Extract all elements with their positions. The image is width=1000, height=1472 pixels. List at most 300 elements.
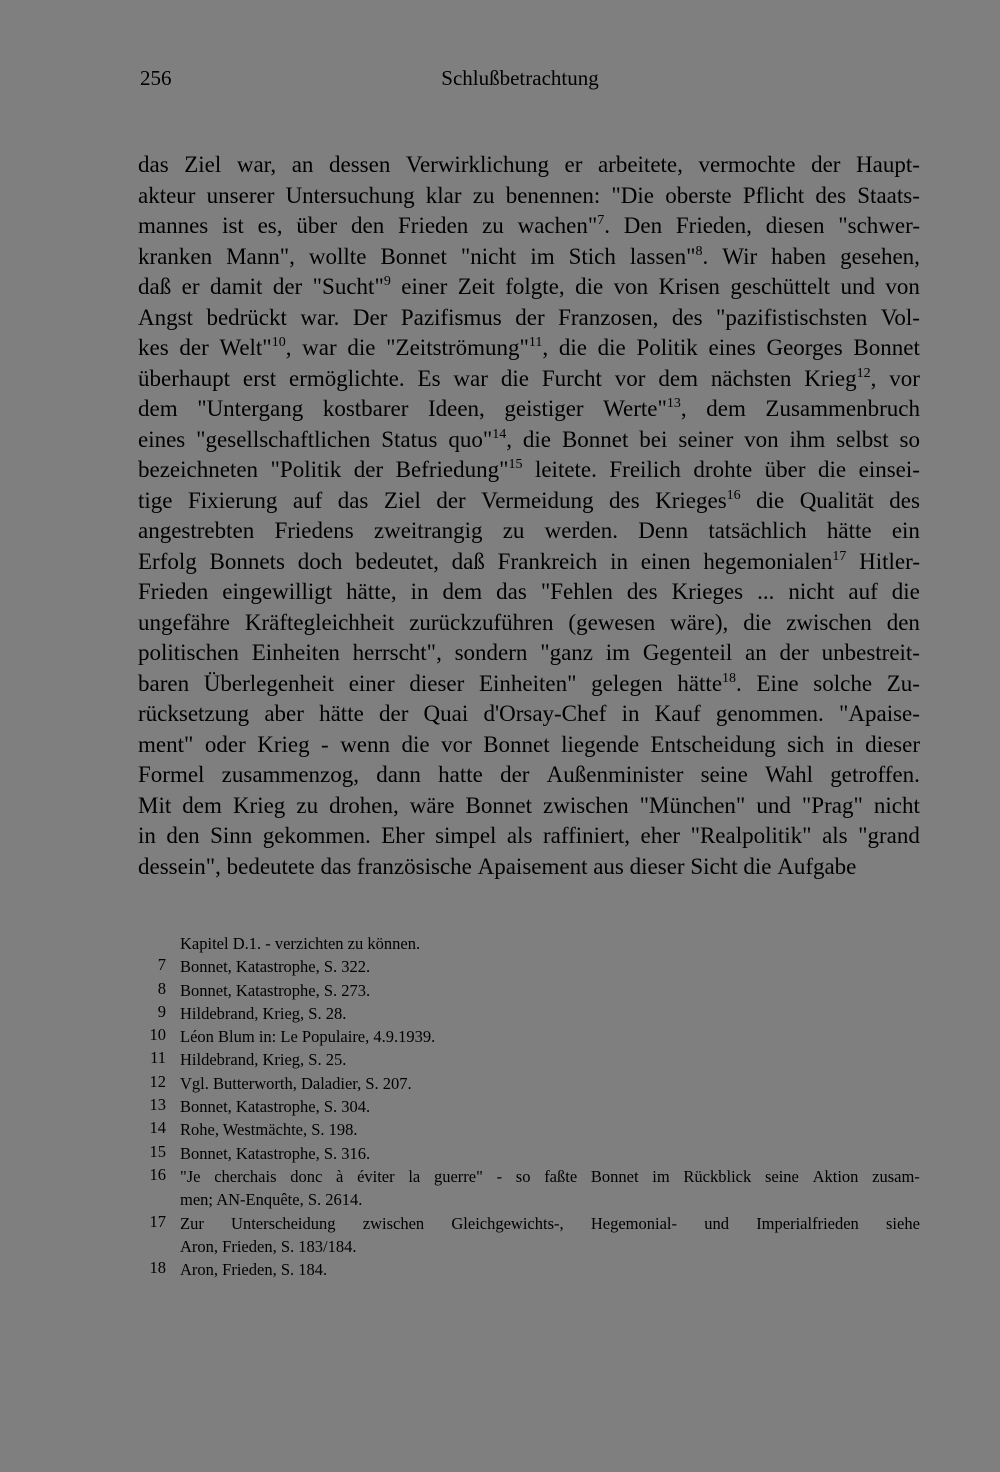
footnote-number: 11	[150, 1048, 166, 1068]
word: wenn	[340, 731, 391, 757]
word: der	[811, 152, 841, 177]
word: cherchais	[214, 1166, 277, 1186]
word: zusammenzog,	[221, 762, 359, 787]
text-line	[138, 638, 920, 669]
word: in	[621, 701, 640, 726]
word: "gesellschaftlichen	[196, 426, 371, 452]
word: Krieges	[671, 579, 744, 604]
word: tatsächlich	[708, 518, 807, 543]
word: Krieg	[257, 731, 310, 757]
word: Friedens	[274, 518, 354, 543]
word: aus	[593, 853, 624, 879]
word: zusam-	[872, 1166, 920, 1186]
word: ein	[891, 518, 920, 543]
text-line	[138, 577, 920, 608]
footnote	[140, 1072, 920, 1095]
text-line	[138, 852, 920, 883]
word: in	[835, 731, 854, 757]
word: ihm	[789, 426, 826, 452]
word: den	[350, 213, 385, 238]
word: Bonnet	[465, 792, 532, 818]
word: an	[744, 640, 767, 665]
text-line	[138, 242, 920, 273]
footnote-ref: 13	[666, 396, 681, 411]
word: Furcht	[541, 365, 602, 391]
word: des	[671, 304, 703, 330]
word: dieser	[409, 670, 465, 696]
word: die	[891, 579, 920, 604]
word: Pflicht	[742, 182, 805, 208]
footnote-ref: 7	[597, 213, 605, 228]
footnote-ref: 15	[508, 457, 523, 472]
word: Bonnet	[561, 426, 629, 452]
word: des	[889, 487, 920, 513]
word: damit	[210, 274, 263, 299]
word: gelegen	[591, 670, 663, 696]
word: Wahl	[765, 762, 814, 787]
word: der	[436, 487, 466, 513]
word: hätte,	[346, 579, 397, 604]
word: angestrebten	[138, 518, 255, 543]
word: als	[506, 823, 533, 848]
word: zweitrangig	[373, 518, 483, 543]
word: Bonnet	[483, 731, 550, 757]
word: "pazifistischsten	[716, 304, 868, 330]
word: ment"	[138, 731, 194, 757]
word: so	[899, 426, 920, 452]
text-line	[138, 455, 920, 486]
word: d'Orsay-Chef	[483, 701, 607, 726]
word: Kauf	[654, 701, 701, 726]
word: "Die	[611, 182, 655, 208]
word: eines	[138, 426, 186, 452]
footnote-text: Léon Blum in: Le Populaire, 4.9.1939.	[180, 1027, 436, 1047]
text-line	[138, 181, 920, 212]
word: politischen	[138, 640, 239, 665]
word: wäre	[409, 792, 455, 818]
word: hatte	[438, 762, 483, 787]
word: Kräftegleichheit	[244, 609, 395, 635]
word: Werte"$^{13}$,	[603, 396, 687, 421]
word: Apaisement	[477, 853, 588, 879]
word: zu	[482, 213, 504, 238]
word: eingewilligt	[222, 579, 333, 604]
word: oder	[204, 731, 246, 757]
word: geistiger	[504, 396, 584, 421]
word: -	[496, 1166, 503, 1186]
word: vermochte	[698, 152, 796, 177]
word: Eine	[756, 670, 799, 696]
word: den	[166, 823, 200, 848]
page-header	[140, 66, 900, 98]
word: "Zeitströmung"$^{11}$,	[386, 335, 549, 360]
word: getroffen.	[830, 762, 920, 787]
word: Vermeidung	[481, 487, 594, 513]
word: Bonnets	[209, 548, 285, 574]
word: donc	[290, 1166, 323, 1186]
footnote-ref: 12	[856, 365, 871, 381]
word: geschüttelt	[730, 274, 831, 299]
text-line	[138, 150, 920, 181]
word: benennen:	[505, 182, 601, 208]
word: dieser	[629, 853, 685, 879]
word: Wir	[722, 243, 758, 269]
text-line	[138, 791, 920, 822]
word: Frieden	[138, 579, 209, 604]
text-line	[138, 669, 920, 700]
footnote-ref: 18	[722, 670, 737, 686]
word: Frieden,	[675, 213, 752, 238]
word: eher	[640, 823, 681, 848]
word: Georges	[766, 335, 843, 360]
word: liegende	[561, 731, 640, 757]
word: Krieg	[232, 792, 286, 818]
word: vor	[889, 365, 920, 391]
word: von	[885, 274, 920, 299]
word: zwischen	[543, 792, 629, 818]
footnote-number: 16	[149, 1164, 166, 1184]
word: faßte	[544, 1166, 578, 1186]
word: Frankreich	[497, 548, 598, 574]
word: die	[347, 335, 376, 360]
footnote-number: 10	[149, 1025, 166, 1045]
word: im	[652, 1166, 670, 1186]
footnote-ref: 9	[383, 274, 391, 289]
word: die	[743, 609, 772, 635]
word: "Sucht"$^9$	[312, 274, 391, 299]
word: Gleichgewichts-,	[451, 1213, 564, 1233]
word: Einheiten"	[478, 670, 577, 696]
word: die	[522, 426, 552, 452]
word: das	[496, 579, 527, 604]
word: zurückzuführen	[409, 609, 554, 635]
word: Angst	[138, 304, 193, 330]
footnote-text: Hildebrand, Krieg, S. 25.	[180, 1050, 347, 1070]
word: "ganz	[540, 640, 593, 665]
word: Welt"$^{10}$,	[219, 335, 292, 360]
footnote-text: Bonnet, Katastrophe, S. 322.	[180, 957, 371, 977]
word: von	[744, 426, 779, 452]
footnotes	[140, 932, 920, 1281]
word: eines	[708, 335, 756, 360]
word: über	[764, 457, 806, 482]
word: und	[840, 274, 875, 299]
word: Qualität	[799, 487, 874, 513]
word: wäre),	[670, 609, 729, 635]
word: drohte	[693, 457, 753, 482]
text-line	[138, 272, 920, 303]
word: Status	[381, 426, 438, 452]
word: Frieden	[398, 213, 469, 238]
word: hätte	[319, 701, 364, 726]
text-line	[138, 547, 920, 578]
word: Den	[623, 213, 663, 238]
word: Formel	[138, 762, 205, 787]
footnote-text: Bonnet, Katastrophe, S. 316.	[180, 1143, 371, 1163]
word: über	[296, 213, 338, 238]
word: doch	[297, 548, 343, 574]
word: die	[597, 335, 626, 360]
footnote	[140, 955, 920, 978]
word: Bonnet	[590, 1166, 639, 1186]
word: raffiniert,	[542, 823, 631, 848]
word: "nicht	[460, 243, 517, 269]
word: Untersuchung	[285, 182, 415, 208]
word: Einheiten	[251, 640, 340, 665]
word: Rückblick	[683, 1166, 752, 1186]
footnote-number: 8	[157, 978, 166, 998]
word: ...	[757, 579, 775, 604]
word: bei	[639, 426, 668, 452]
word: von	[613, 274, 649, 299]
word: in	[138, 823, 156, 848]
word: nächsten	[710, 365, 792, 391]
footnote-number: 12	[149, 1071, 166, 1091]
word: Zu-	[886, 670, 920, 696]
word: Eher	[381, 823, 425, 848]
word: drohen,	[329, 792, 399, 818]
footnote	[140, 1002, 920, 1025]
word: nicht	[788, 579, 835, 604]
word: Gegenteil	[642, 640, 733, 665]
footnote	[140, 1048, 920, 1071]
word: zu	[502, 518, 525, 543]
word: "Apaise-	[838, 701, 920, 726]
word: Krieges$^{16}$	[655, 487, 741, 513]
word: an	[291, 152, 314, 177]
text-line	[138, 516, 920, 547]
word: Sicht	[690, 853, 738, 879]
word: rücksetzung	[138, 701, 250, 726]
word: -	[321, 731, 329, 757]
text-line	[138, 608, 920, 639]
word: und	[756, 792, 791, 818]
word: des	[609, 487, 640, 513]
word: Bonnet	[380, 243, 447, 269]
word: Mann",	[226, 243, 295, 269]
word: war	[453, 365, 488, 391]
word: "Untergang	[197, 396, 304, 421]
footnote-number: 18	[149, 1258, 166, 1278]
word: der	[378, 701, 409, 726]
word: oberste	[665, 182, 732, 208]
text-line	[138, 699, 920, 730]
word: "schwer-	[838, 213, 920, 238]
word: Der	[352, 304, 388, 330]
word: Fixierung	[187, 487, 278, 513]
word: Denn	[638, 518, 689, 543]
word: Bonnet	[853, 335, 920, 360]
word: er	[181, 274, 200, 299]
word: "Prag"	[801, 792, 863, 818]
footnote	[140, 1095, 920, 1118]
word: gekommen.	[262, 823, 371, 848]
word: war.	[300, 304, 340, 330]
footnote-text: Bonnet, Katastrophe, S. 273.	[180, 980, 371, 1000]
footnote-text: Vgl. Butterworth, Daladier, S. 207.	[180, 1073, 412, 1093]
word: in	[410, 579, 429, 604]
word: er	[564, 152, 583, 177]
word: so	[515, 1166, 531, 1186]
word: "Je	[180, 1166, 201, 1186]
word: Pazifismus	[400, 304, 502, 330]
footnote-ref: 11	[528, 335, 543, 350]
footnote	[140, 1142, 920, 1165]
word: dem	[706, 396, 746, 421]
word: dem	[442, 579, 483, 604]
word: dieser	[865, 731, 920, 757]
text-line	[138, 303, 920, 334]
word: simpel	[435, 823, 497, 848]
word: arbeitete,	[597, 152, 683, 177]
word: Franzosen,	[558, 304, 659, 330]
word: diesen	[765, 213, 825, 238]
footnote	[140, 1118, 920, 1141]
word: à	[336, 1166, 344, 1186]
word: seiner	[678, 426, 734, 452]
word: klar	[425, 182, 462, 208]
word: Mit	[138, 792, 172, 818]
word: tige	[138, 487, 173, 513]
footnote-number: 14	[149, 1118, 166, 1138]
word: des	[626, 579, 658, 604]
footnote-ref: 16	[726, 487, 741, 503]
word: des	[815, 182, 847, 208]
footnote-text	[180, 1212, 920, 1235]
text-line	[138, 730, 920, 761]
text-line	[138, 333, 920, 364]
word: unbestreit-	[821, 640, 920, 665]
word: "Politik	[270, 457, 342, 482]
word: der	[179, 335, 209, 360]
word: einer	[348, 670, 395, 696]
word: die	[743, 853, 772, 879]
word: das	[320, 853, 352, 879]
text-line	[138, 486, 920, 517]
word: unserer	[206, 182, 275, 208]
word: Hitler-	[859, 548, 920, 574]
footnote-text: Aron, Frieden, S. 183/184.	[180, 1236, 357, 1256]
word: Staats-	[857, 182, 920, 208]
word: Entscheidung	[650, 731, 776, 757]
word: guerre"	[433, 1166, 483, 1186]
word: Ziel	[383, 487, 421, 513]
word: französische	[356, 853, 472, 879]
word: einsei-	[858, 457, 920, 482]
word: nicht	[873, 792, 920, 818]
footnote	[140, 1025, 920, 1048]
word: die	[401, 731, 430, 757]
footnote-number: 15	[149, 1141, 166, 1161]
word: baren	[138, 670, 190, 696]
word: (gewesen	[568, 609, 656, 635]
word: werden.	[544, 518, 619, 543]
word: quo"$^{14}$,	[448, 426, 513, 452]
word: kranken	[138, 243, 213, 269]
word: überhaupt	[138, 365, 230, 391]
word: zu	[472, 182, 495, 208]
footnote	[140, 932, 920, 955]
word: la	[408, 1166, 421, 1186]
word: folgte,	[505, 274, 565, 299]
footnote-text: Aron, Frieden, S. 184.	[180, 1260, 328, 1280]
word: Aufgabe	[777, 853, 857, 879]
word: daß	[451, 548, 485, 574]
word: "grand	[858, 823, 920, 848]
footnote-ref: 14	[492, 426, 507, 442]
word: Zusammenbruch	[765, 396, 920, 421]
footnote	[140, 1165, 920, 1212]
word: der	[779, 640, 809, 665]
word: dem	[658, 365, 698, 391]
word: im	[530, 243, 555, 269]
word: bedeutete	[226, 853, 315, 879]
word: seine	[700, 762, 748, 787]
word: Politik	[636, 335, 698, 360]
word: Unterscheidung	[231, 1213, 336, 1233]
word: auf	[848, 579, 878, 604]
word: Erfolg	[138, 548, 197, 574]
word: hätte$^{18}$.	[677, 670, 742, 696]
word: einen	[640, 548, 691, 574]
footnote-number: 13	[149, 1095, 166, 1115]
word: herrscht",	[352, 640, 442, 665]
word: vor	[441, 731, 472, 757]
word: gesehen,	[840, 243, 920, 269]
word: war,	[236, 152, 277, 177]
text-line	[138, 394, 920, 425]
word: sich	[787, 731, 825, 757]
word: die	[575, 274, 604, 299]
word: zwischen	[786, 609, 872, 635]
footnote	[140, 1212, 920, 1259]
word: der	[500, 762, 530, 787]
word: zu	[296, 792, 319, 818]
word: das	[337, 487, 369, 513]
word: Ziel	[184, 152, 222, 177]
word: Vol-	[880, 304, 920, 330]
word: Hegemonial-	[590, 1213, 677, 1233]
word: die	[558, 335, 587, 360]
word: Aktion	[812, 1166, 859, 1186]
word: bezeichneten	[138, 457, 259, 482]
word: bedrückt	[206, 304, 287, 330]
word: "Fehlen	[540, 579, 613, 604]
word: dem	[182, 792, 222, 818]
word: ungefähre	[138, 609, 230, 635]
word: lassen"$^8$.	[629, 243, 709, 269]
word: wachen"$^7$.	[517, 213, 610, 238]
word: es,	[257, 213, 283, 238]
word: siehe	[886, 1213, 920, 1233]
word: dann	[376, 762, 421, 787]
footnote-text: Kapitel D.1. - verzichten zu können.	[180, 934, 421, 953]
footnote-number: 9	[157, 1001, 166, 1021]
word: Stich	[568, 243, 616, 269]
word: Haupt-	[856, 152, 920, 177]
word: genommen.	[715, 701, 824, 726]
word: Krisen	[658, 274, 720, 299]
footnote-text: men; AN-Enquête, S. 2614.	[180, 1190, 363, 1210]
word: aber	[264, 701, 304, 726]
text-line	[138, 364, 920, 395]
footnote-text: Hildebrand, Krieg, S. 28.	[180, 1003, 347, 1023]
page-number: 256	[140, 66, 172, 90]
word: Sinn	[210, 823, 253, 848]
main-text	[138, 150, 920, 882]
word: Überlegenheit	[203, 670, 335, 696]
footnote-number: 17	[149, 1211, 166, 1231]
